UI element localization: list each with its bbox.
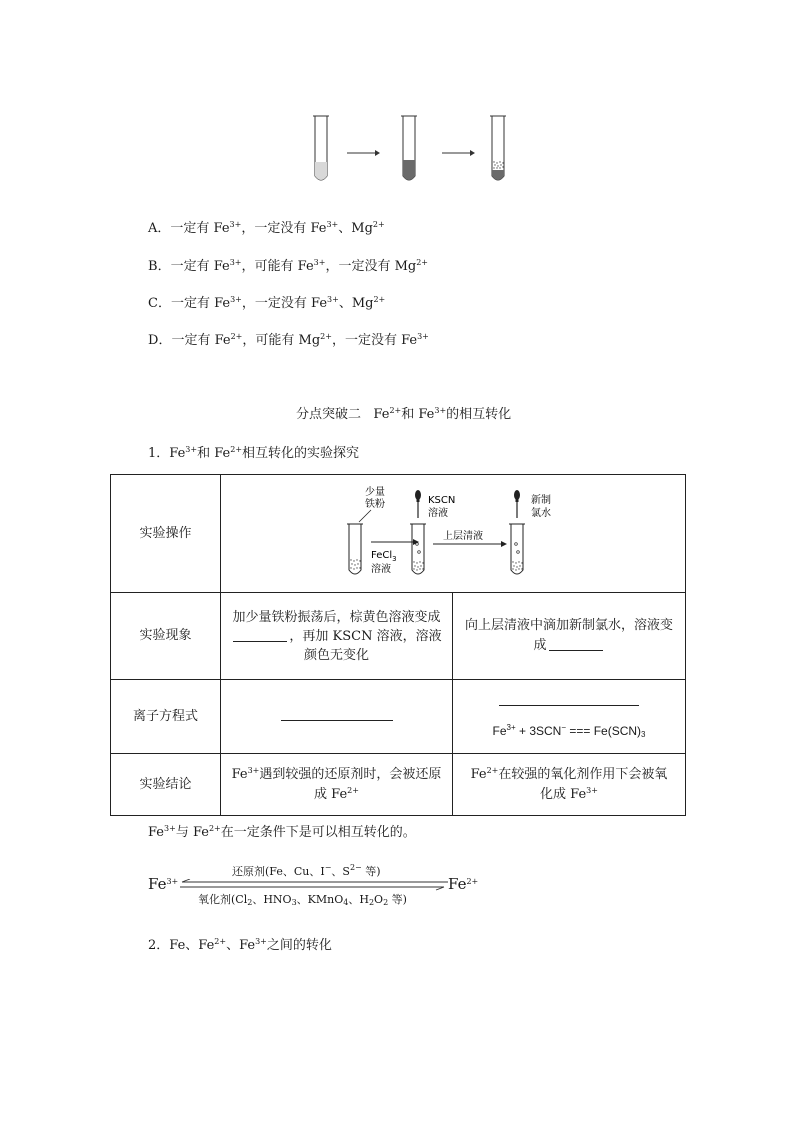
label-fecl3: FeCl$_3$: [371, 549, 397, 563]
scheme-reducing-agents: 还原剂(Fe、Cu、I−、$S^{2-}$ 等): [232, 863, 381, 878]
test-tube-3: [490, 116, 506, 180]
option-a[interactable]: A．一定有 $Fe^{3+}$，一定没有 $Fe^{3+}$、$Mg^{2+}$: [148, 220, 385, 236]
label-conclusion: 实验结论: [111, 754, 221, 816]
diagram-tube-1: [347, 524, 363, 574]
label-iron-powder: 铁粉: [365, 498, 385, 510]
answer-blank-equation-1[interactable]: [281, 706, 393, 721]
dropper-kscn: [415, 490, 421, 518]
arrow-1: [347, 150, 380, 156]
label-chlorine-water: 氯水: [531, 507, 551, 519]
scheme-arrows: [178, 879, 450, 891]
option-c[interactable]: C．一定有 $Fe^{3+}$，一定没有 $Fe^{3+}$、$Mg^{2+}$: [148, 295, 386, 311]
test-tube-1: [313, 116, 329, 180]
label-phenomenon: 实验现象: [111, 593, 221, 680]
section-title: 分点突破二 $Fe^{2+}$和 $Fe^{3+}$的相互转化: [296, 406, 512, 422]
test-tube-2: [401, 116, 417, 180]
operation-diagram-cell: [221, 475, 686, 593]
row-phenomenon: [111, 593, 686, 680]
arrow-2: [442, 150, 475, 156]
answer-blank-color-1[interactable]: [233, 629, 287, 642]
equation-left: [221, 680, 453, 754]
label-fecl3-solution: 溶液: [371, 563, 391, 575]
phen-left-line3: 颜色无变化: [303, 647, 369, 663]
phen-right-line1: 向上层清液中滴加新制氯水，溶液变: [464, 618, 673, 633]
conclusion-left: $Fe^{3+}$遇到较强的还原剂时，会被还原 成 $Fe^{2+}$: [221, 754, 453, 816]
phen-left-line2: ，再加 KSCN 溶液，溶液: [225, 627, 448, 646]
label-upper-clear: 上层清液: [443, 530, 483, 542]
label-operation: 实验操作: [111, 475, 221, 593]
conclusion-right: $Fe^{2+}$在较强的氧化剂作用下会被氧 化成 $Fe^{3+}$: [453, 754, 686, 816]
dropper-chlorine: [514, 490, 520, 518]
phen-right-line2: 成: [457, 636, 681, 656]
label-kscn: KSCN: [428, 494, 456, 506]
test-tube-figure: [300, 110, 520, 190]
scheme-oxidizing-agents: 氧化剂($Cl_2$、$HNO_3$、KMnO$_4$、$H_2O_2$ 等): [198, 893, 407, 907]
row-operation: [111, 475, 686, 593]
label-fresh: 新制: [531, 494, 551, 506]
row-equation: [111, 680, 686, 754]
diagram-tube-2: [410, 524, 426, 574]
label-equation: 离子方程式: [111, 680, 221, 754]
thiocyanate-equation: $Fe^{3+} + 3SCN^-$ === $Fe(SCN)_3$: [492, 722, 646, 739]
conversion-note: $Fe^{3+}$与 $Fe^{2+}$在一定条件下是可以相互转化的。: [148, 824, 416, 840]
phenomenon-left: [221, 593, 453, 680]
row-conclusion: [111, 754, 686, 816]
pointer-iron: [359, 510, 371, 522]
label-small-amount: 少量: [365, 486, 385, 498]
operation-diagram: [221, 478, 684, 590]
option-b[interactable]: B．一定有 $Fe^{3+}$，可能有 $Fe^{3+}$，一定没有 $Mg^{2+}$: [148, 258, 428, 274]
option-d[interactable]: D．一定有 $Fe^{2+}$，可能有 $Mg^{2+}$，一定没有 $Fe^{3+}$: [148, 332, 429, 348]
equation-right: [453, 680, 686, 754]
diagram-tube-3: [509, 524, 525, 574]
phenomenon-right: [453, 593, 686, 680]
scheme-right-ion: $Fe^{2+}$: [448, 875, 479, 893]
answer-blank-equation-2[interactable]: [499, 695, 639, 706]
answer-blank-color-2[interactable]: [549, 638, 603, 651]
heading-2: 2．Fe、$Fe^{2+}$、$Fe^{3+}$之间的转化: [148, 937, 332, 953]
label-kscn-solution: 溶液: [428, 507, 448, 519]
scheme-left-ion: $Fe^{3+}$: [148, 875, 179, 893]
conversion-scheme: [148, 858, 488, 910]
experiment-table: [110, 474, 686, 816]
phen-left-line1: 加少量铁粉振荡后，棕黄色溶液变成: [232, 609, 441, 625]
heading-1: 1．$Fe^{3+}$和 $Fe^{2+}$相互转化的实验探究: [148, 445, 360, 461]
